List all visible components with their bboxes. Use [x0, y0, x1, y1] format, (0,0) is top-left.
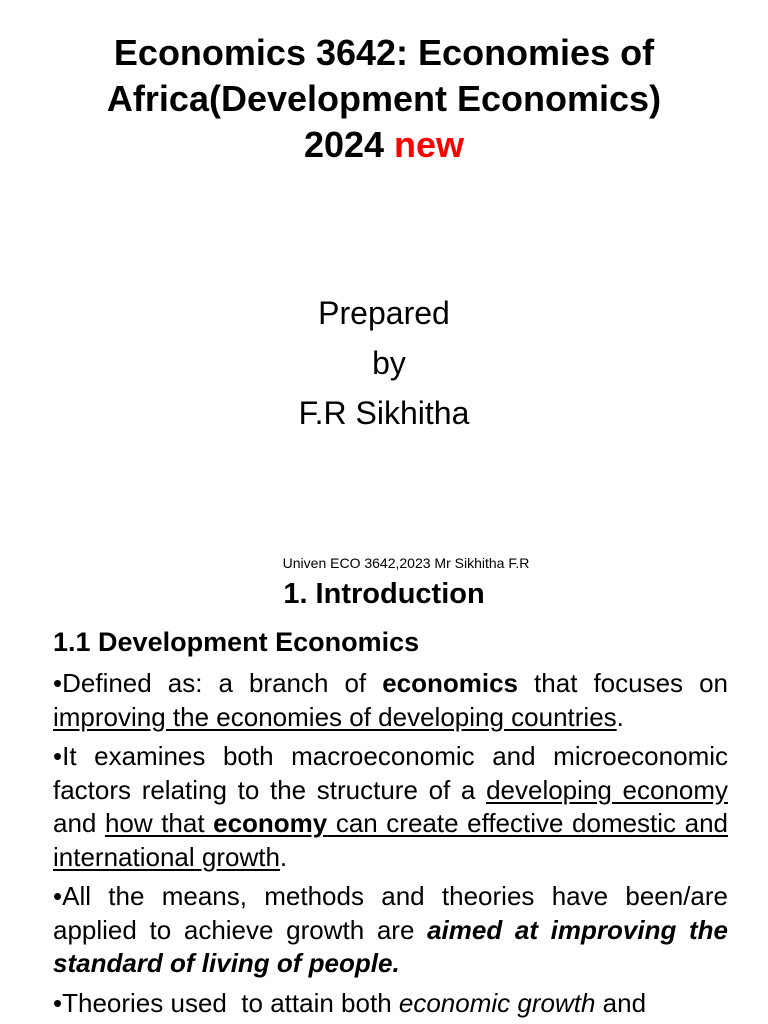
bullet-text: and — [53, 808, 105, 838]
title-line-3 — [40, 122, 728, 168]
bullet-text: . — [616, 701, 624, 732]
bullet-bold-term: economics — [382, 668, 519, 698]
title-year: 2024 — [303, 124, 385, 165]
bullet-means — [53, 880, 728, 981]
bullet-bold-italic-text: aimed at improving the standard of living of people. — [53, 914, 728, 978]
bullet-text: how that — [104, 808, 214, 838]
bullet-text: •Defined as: a branch of — [53, 668, 383, 698]
new-label: new — [394, 124, 465, 165]
bullet-underlined-text: improving the economies of developing countries — [53, 701, 617, 732]
bullet-text: . — [279, 841, 288, 872]
bullet-underlined-text — [53, 808, 728, 872]
bullet-list — [53, 667, 728, 1024]
bullet-text: •All the means, methods and theories have been/are applied to achieve growth are — [53, 881, 728, 945]
title-line-2: Africa(Development Economics) — [106, 78, 662, 119]
section-heading: 1. Introduction — [283, 578, 485, 610]
bullet-underlined-text: developing economy — [486, 774, 728, 805]
bullet-text: and — [595, 987, 647, 1018]
subsection-heading: 1.1 Development Economics — [53, 627, 420, 657]
prepared-label: Prepared — [318, 295, 450, 331]
bullet-text: that focuses on — [518, 668, 728, 698]
bullet-text: •It examines both macroeconomic and microeconomic factors relating to the structure of a — [53, 741, 728, 805]
by-label: by — [372, 345, 406, 381]
bullet-examines — [53, 740, 728, 874]
bullet-text: can create effective domestic and international growth — [53, 808, 728, 872]
bullet-theories — [53, 987, 728, 1021]
author-name: F.R Sikhitha — [298, 395, 470, 431]
bullet-text: •Theories used to attain both — [53, 987, 399, 1018]
author-block — [0, 288, 768, 438]
slide-footer: Univen ECO 3642,2023 Mr Sikhitha F.R — [282, 555, 530, 571]
bullet-italic-term: economic growth — [398, 987, 596, 1018]
title-line-1: Economics 3642: Economies of — [113, 32, 655, 73]
document-title — [40, 30, 728, 168]
bullet-bold-term: economy — [213, 808, 328, 838]
bullet-definition — [53, 667, 728, 734]
